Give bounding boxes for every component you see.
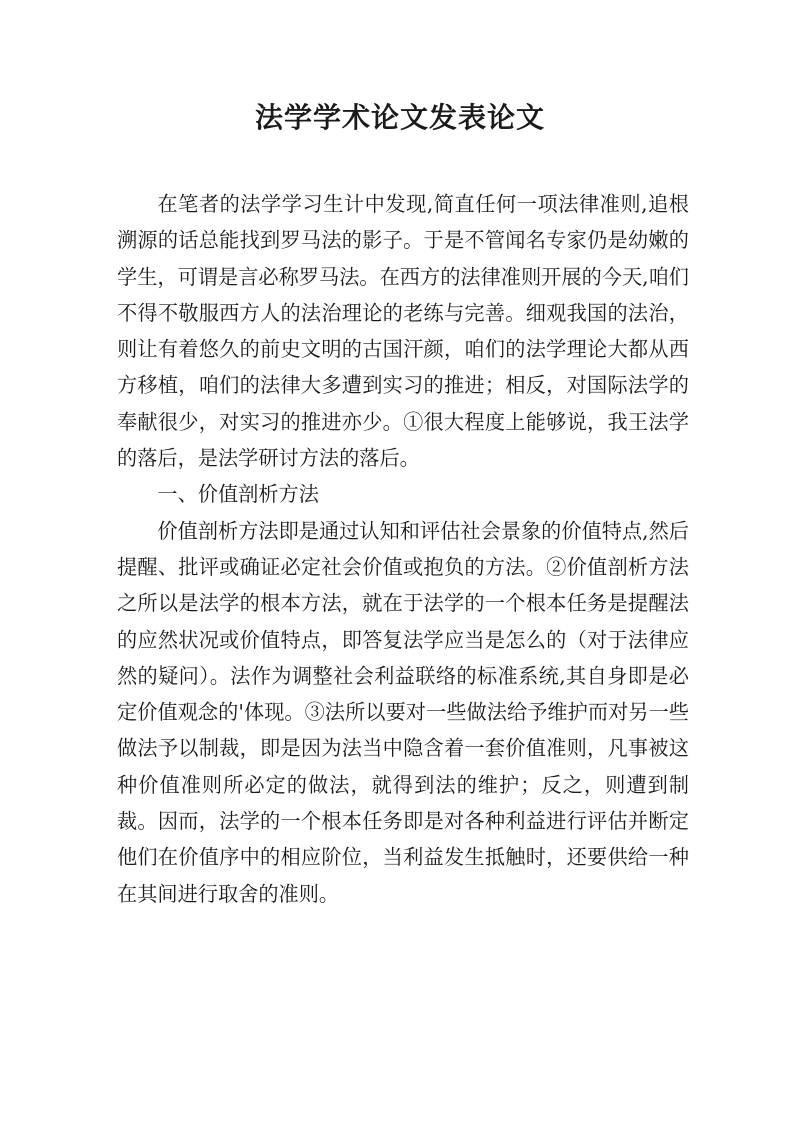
section-heading: 一、价值剖析方法 (157, 482, 319, 507)
paragraph-value-analysis: 价值剖析方法即是通过认知和评估社会景象的价值特点,然后提醒、批评或确证必定社会价值或抱负的方法。②价值剖析方法之所以是法学的根本方法，就在于法学的一个根本任务是提醒法的应然状况或价值特点，即答复法学应当是怎么的（对于法律应然的疑问）。法作为调整社会利益联络的标准系统,其自身即是必定价值观念的'体现。③法所以要对一些做法给予维护而对另一些做法予以制裁，即是因为法当中隐含着一套价值准则，凡事被这种价值准则所必定的做法，就得到法的维护；反之，则遭到制裁。因而，法学的一个根本任务即是对各种利益进行评估并断定他们在价值序中的相应阶位，当利益发生抵触时，还要供给一种在其间进行取舍的准则。 (117, 518, 689, 906)
page-title: 法学学术论文发表论文 (254, 101, 545, 134)
paragraph-intro: 在笔者的法学学习生计中发现,简直任何一项法律准则,追根溯源的话总能找到罗马法的影子。于是不管闻名专家仍是幼嫩的学生，可谓是言必称罗马法。在西方的法律准则开展的今天,咱们不得不敬服西方人的法治理论的老练与完善。细观我国的法治，则让有着悠久的前史文明的古国汗颜，咱们的法学理论大都从西方移植，咱们的法律大多遭到实习的推进；相反，对国际法学的奉献很少，对实习的推进亦少。①很大程度上能够说，我王法学的落后，是法学研讨方法的落后。 (117, 192, 689, 471)
document-body (117, 186, 689, 912)
